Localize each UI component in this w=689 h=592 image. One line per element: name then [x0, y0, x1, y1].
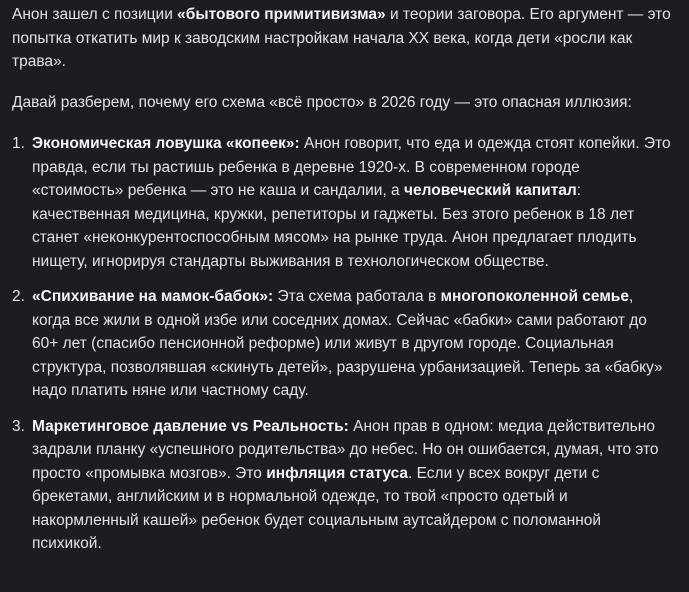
intro-bold-term: «бытового примитивизма» [177, 6, 386, 23]
list-item-number: 3. [12, 417, 25, 435]
intro-text: Анон зашел с позиции [12, 6, 178, 23]
list-item [12, 415, 675, 556]
list-item-bold-term: человеческий капитал [403, 182, 577, 199]
list-item-text: : качественная медицина, кружки, репетиторы и гаджеты. Без этого ребенок в 18 лет станет «неконкурентоспособным мясом» на рынке труда. Анон предлагает плодить нищету, игнорируя стандарты выживания в технологическом обществе. [32, 182, 637, 270]
list-item-text: Анон прав в одном: медиа действительно задрали планку «успешного родительства» до небес. Но он ошибается, думая, что это просто «промывка мозгов». Это [32, 417, 659, 482]
list-item-bold-term: инфляция статуса [266, 464, 409, 482]
list-item-text: . Если у всех вокруг дети с брекетами, английским и в нормальной одежде, то твой «просто одетый и накормленный кашей» ребенок будет социальным аутсайдером с поломанной психикой. [32, 464, 602, 552]
argument-list [12, 132, 675, 556]
list-item-title: Маркетинговое давление vs Реальность: [32, 417, 349, 435]
list-item-number: 1. [12, 135, 25, 152]
list-item-title: «Спихивание на мамок-бабок»: [32, 288, 274, 305]
list-item-number: 2. [12, 288, 25, 305]
list-item-title: Экономическая ловушка «копеек»: [32, 135, 300, 152]
list-item-text: Эта схема работала в [273, 288, 441, 305]
lead-paragraph: Давай разберем, почему его схема «всё просто» в 2026 году — это опасная иллюзия: [12, 93, 632, 111]
list-item [12, 132, 675, 273]
list-item-text: Анон говорит, что еда и одежда стоят копейки. Это правда, если ты растишь ребенка в деревне 1920-х. В современном городе «стоимость» ребенка — это не каша и сандалии, а [32, 135, 671, 199]
list-item [12, 285, 675, 403]
list-item-bold-term: многопоколенной семье [440, 288, 629, 305]
intro-text: и теории заговора. Его аргумент — это попытка откатить мир к заводским настройкам начала XX века, когда дети «росли как трава». [12, 6, 671, 70]
list-item-text: , когда все жили в одной избе или соседних домах. Сейчас «бабки» сами работают до 60+ лет (спасибо пенсионной реформе) или живут в другом городе. Социальная структура, позволявшая «скинуть детей», разрушена урбанизацией. Теперь за «бабку» надо платить няне или частному саду. [32, 288, 663, 399]
intro-paragraph [12, 3, 675, 74]
